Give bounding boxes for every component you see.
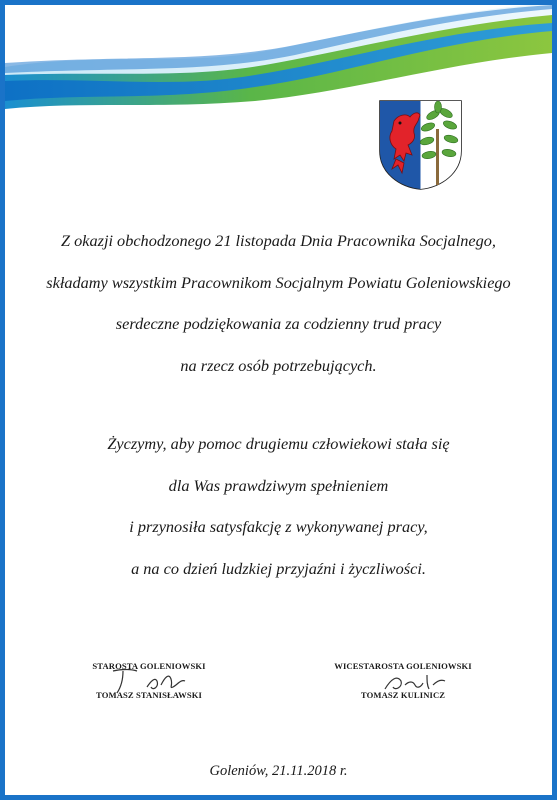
greeting-line: składamy wszystkim Pracownikom Socjalnym Powiatu Goleniowskiego (46, 272, 511, 292)
wishes-line: dla Was prawdziwym spełnieniem (168, 475, 389, 495)
signature-role: WICESTAROSTA GOLENIOWSKI (334, 661, 472, 671)
greeting-line: Z okazji obchodzonego 21 listopada Dnia Pracownika Socjalnego, (60, 231, 497, 250)
coat-of-arms-emblem (378, 99, 463, 191)
greeting-paragraph-1 (5, 231, 552, 397)
greeting-paragraph-2 (5, 434, 552, 600)
greeting-letter (5, 5, 552, 795)
place-and-date: Goleniów, 21.11.2018 r. (209, 763, 348, 779)
signature-name: TOMASZ STANISŁAWSKI (96, 690, 202, 700)
wishes-line: i przynosiła satysfakcję z wykonywanej pracy, (129, 517, 428, 536)
greeting-line: serdeczne podziękowania za codzienny trud pracy (115, 314, 442, 333)
wishes-line: Życzymy, aby pomoc drugiemu człowiekowi stała się (107, 434, 450, 453)
decorative-wave-header (5, 5, 552, 110)
greeting-line: na rzecz osób potrzebujących. (180, 355, 377, 375)
signature-role: STAROSTA GOLENIOWSKI (92, 661, 206, 671)
wishes-line: a na co dzień ludzkiej przyjaźni i życzliwości. (131, 558, 426, 578)
signature-name: TOMASZ KULINICZ (360, 690, 446, 700)
